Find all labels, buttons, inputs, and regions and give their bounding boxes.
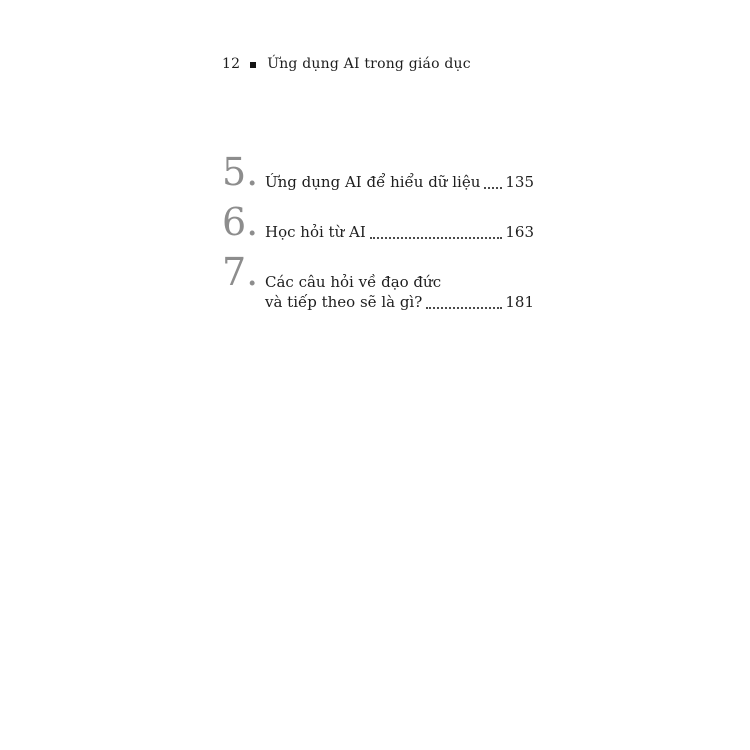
toc-entry-page: 135 <box>505 173 534 191</box>
header-page-number: 12 <box>222 56 241 72</box>
square-bullet-icon <box>250 62 256 68</box>
dot-leader <box>426 307 502 309</box>
toc-entry-page: 181 <box>505 293 534 311</box>
toc-entry-title: Học hỏi từ AI <box>265 223 366 241</box>
toc-entry-6 <box>222 200 534 244</box>
dot-leader <box>370 237 503 239</box>
toc-entry-number: 6. <box>222 200 259 244</box>
toc-entry-page: 163 <box>505 223 534 241</box>
toc-entry-number: 5. <box>222 150 259 194</box>
toc-entry-title-line-2: và tiếp theo sẽ là gì? <box>265 293 423 311</box>
toc-entry-body <box>265 206 534 242</box>
toc-entry-title: Ứng dụng AI để hiểu dữ liệu <box>265 173 481 191</box>
toc-entry-body <box>265 256 534 312</box>
toc-entry-body <box>265 156 534 192</box>
page-header <box>222 54 471 74</box>
dot-leader <box>484 187 502 189</box>
toc-entry-5 <box>222 150 534 194</box>
header-book-title: Ứng dụng AI trong giáo dục <box>267 56 471 72</box>
toc-entry-number: 7. <box>222 250 259 294</box>
toc-entry-7 <box>222 250 534 312</box>
toc-entry-title-line-1: Các câu hỏi về đạo đức <box>265 273 442 291</box>
